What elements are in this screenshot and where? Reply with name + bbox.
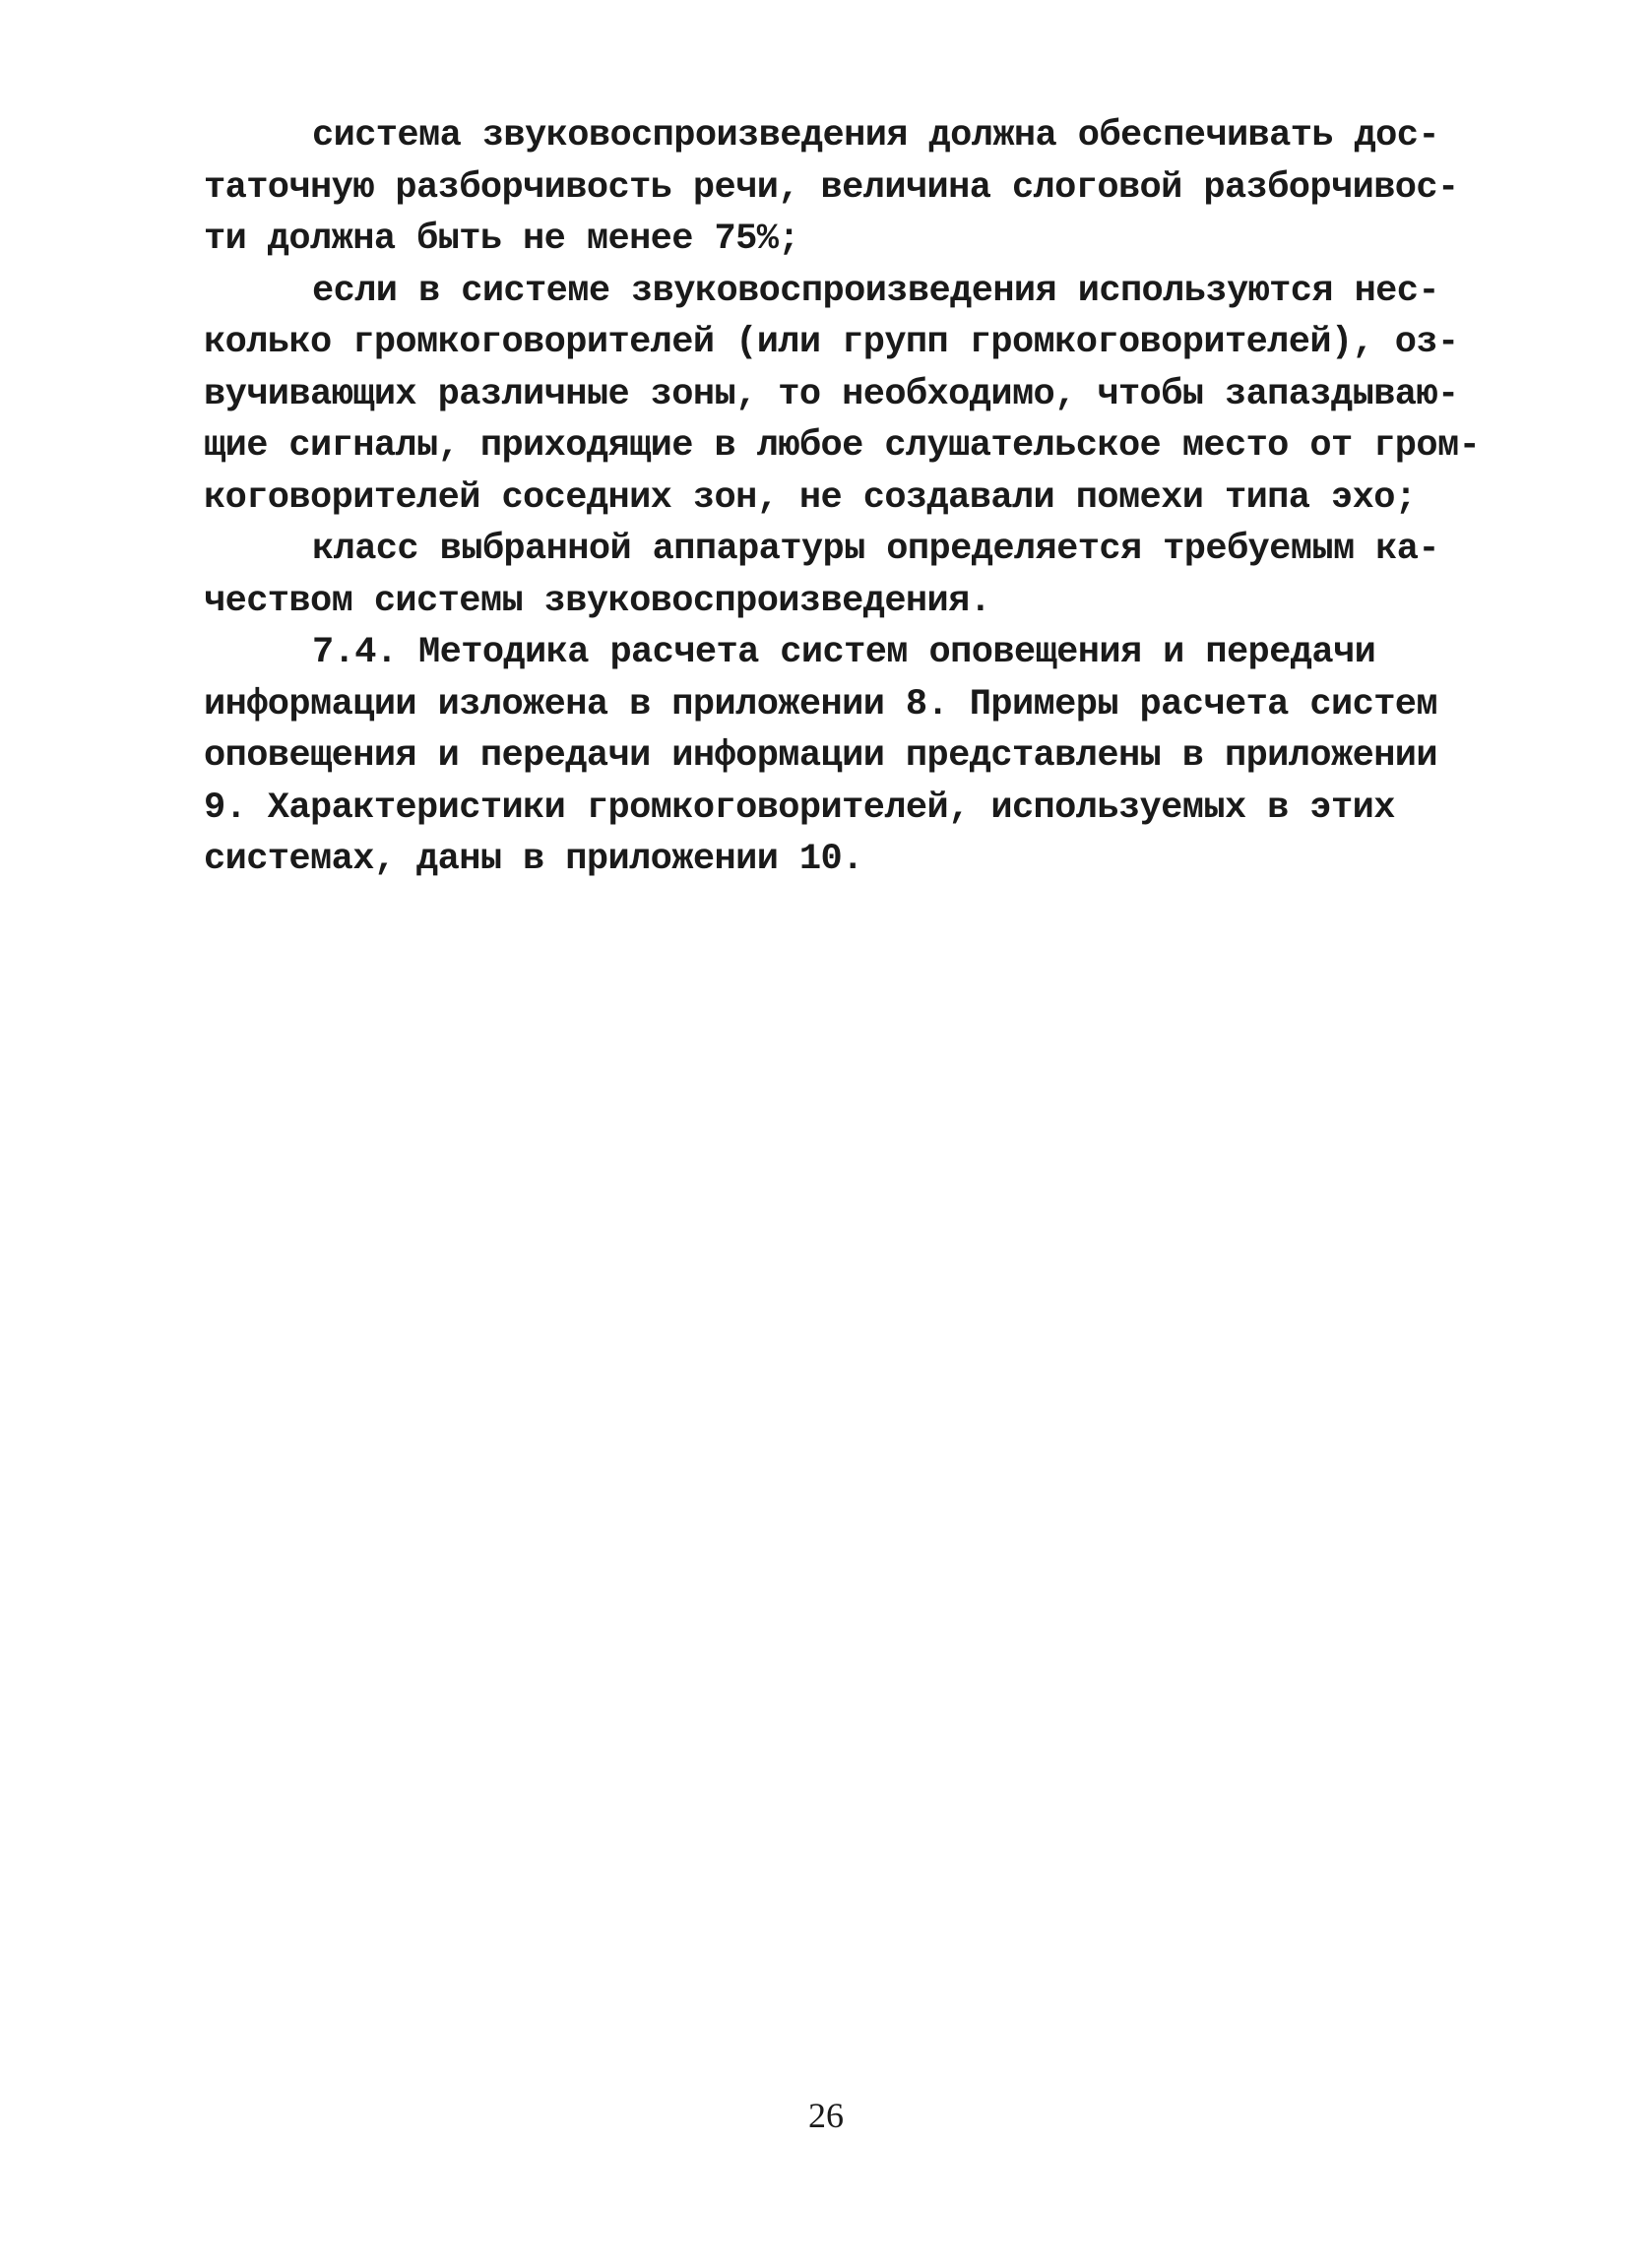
text-line: 7.4. Методика расчета систем оповещения и передачи	[312, 632, 1376, 673]
text-line: класс выбранной аппаратуры определяется требуемым ка-	[312, 529, 1439, 570]
text-line: 9. Характеристики громкоговорителей, используемых в этих	[204, 787, 1395, 829]
text-line: чеством системы звуковоспроизведения.	[204, 580, 991, 622]
body-text	[204, 110, 1484, 886]
text-line: информации изложена в приложении 8. Примеры расчета систем	[204, 683, 1438, 725]
text-line: системах, даны в приложении 10.	[204, 839, 863, 880]
text-line: система звуковоспроизведения должна обеспечивать дос-	[312, 115, 1439, 157]
text-line: коговорителей соседних зон, не создавали помехи типа эхо;	[204, 476, 1417, 519]
text-line: оповещения и передачи информации представлены в приложении	[204, 735, 1438, 777]
page-number: 26	[808, 2096, 844, 2135]
text-line: щие сигналы, приходящие в любое слушательское место от гром-	[204, 425, 1481, 467]
text-line: если в системе звуковоспроизведения используются нес-	[312, 270, 1439, 312]
text-line: таточную разборчивость речи, величина слоговой разборчивос-	[204, 166, 1459, 209]
text-line: вучивающих различные зоны, то необходимо, чтобы запаздываю-	[204, 373, 1459, 415]
text-line: ти должна быть не менее 75%;	[204, 219, 799, 260]
text-line: колько громкоговорителей (или групп громкоговорителей), оз-	[204, 322, 1459, 363]
